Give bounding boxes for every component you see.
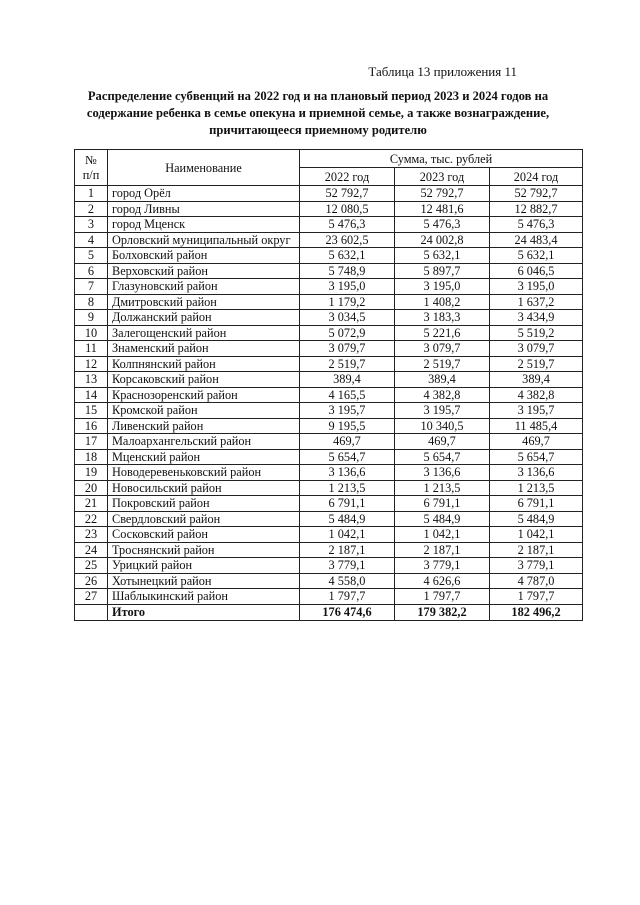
row-value-2023: 6 791,1: [395, 496, 490, 512]
row-name: Новосильский район: [108, 480, 300, 496]
table-row: [75, 201, 583, 217]
row-name: город Ливны: [108, 201, 300, 217]
table-row: [75, 294, 583, 310]
row-value-2023: 3 195,0: [395, 279, 490, 295]
row-number: 16: [75, 418, 108, 434]
table-row: [75, 496, 583, 512]
row-number: 13: [75, 372, 108, 388]
total-row: [75, 604, 583, 620]
row-value-2022: 5 484,9: [300, 511, 395, 527]
row-value-2023: 3 079,7: [395, 341, 490, 357]
header-number-line-2: п/п: [82, 167, 100, 182]
table-row: [75, 356, 583, 372]
row-name: Верховский район: [108, 263, 300, 279]
row-value-2022: 3 195,0: [300, 279, 395, 295]
row-number: 5: [75, 248, 108, 264]
row-value-2023: 3 779,1: [395, 558, 490, 574]
header-year-2022: 2022 год: [300, 168, 395, 186]
row-value-2024: 11 485,4: [490, 418, 583, 434]
table-row: [75, 527, 583, 543]
row-number: 27: [75, 589, 108, 605]
row-value-2023: 5 897,7: [395, 263, 490, 279]
row-name: Кромской район: [108, 403, 300, 419]
row-number: 9: [75, 310, 108, 326]
table-row: [75, 589, 583, 605]
row-value-2023: 5 476,3: [395, 217, 490, 233]
heading-line-1: Распределение субвенций на 2022 год и на плановый период 2023 и 2024 годов на: [87, 89, 549, 103]
table-row: [75, 372, 583, 388]
table-row: [75, 558, 583, 574]
table-row: [75, 418, 583, 434]
row-value-2022: 1 797,7: [300, 589, 395, 605]
row-value-2023: 10 340,5: [395, 418, 490, 434]
row-value-2024: 4 382,8: [490, 387, 583, 403]
row-value-2023: 2 519,7: [395, 356, 490, 372]
row-value-2022: 5 748,9: [300, 263, 395, 279]
table-row: [75, 573, 583, 589]
row-value-2022: 5 476,3: [300, 217, 395, 233]
table-row: [75, 511, 583, 527]
header-number: [75, 150, 108, 186]
row-number: 11: [75, 341, 108, 357]
row-value-2023: 5 484,9: [395, 511, 490, 527]
row-value-2024: 5 519,2: [490, 325, 583, 341]
row-value-2022: 6 791,1: [300, 496, 395, 512]
table-row: [75, 480, 583, 496]
row-value-2022: 1 042,1: [300, 527, 395, 543]
row-value-2024: 1 213,5: [490, 480, 583, 496]
row-value-2023: 3 195,7: [395, 403, 490, 419]
table-body: [75, 186, 583, 605]
row-value-2022: 5 654,7: [300, 449, 395, 465]
row-value-2022: 3 136,6: [300, 465, 395, 481]
heading-line-2: содержание ребенка в семье опекуна и приемной семье, а также вознаграждение,: [86, 106, 550, 120]
row-value-2022: 23 602,5: [300, 232, 395, 248]
row-value-2023: 12 481,6: [395, 201, 490, 217]
row-value-2022: 4 165,5: [300, 387, 395, 403]
row-name: Свердловский район: [108, 511, 300, 527]
row-name: Знаменский район: [108, 341, 300, 357]
row-number: 4: [75, 232, 108, 248]
row-value-2024: 6 046,5: [490, 263, 583, 279]
row-value-2023: 3 183,3: [395, 310, 490, 326]
row-value-2022: 1 179,2: [300, 294, 395, 310]
row-value-2024: 469,7: [490, 434, 583, 450]
row-value-2024: 1 797,7: [490, 589, 583, 605]
row-value-2024: 6 791,1: [490, 496, 583, 512]
row-number: 12: [75, 356, 108, 372]
header-name: Наименование: [108, 150, 300, 186]
row-number: 18: [75, 449, 108, 465]
row-number: 25: [75, 558, 108, 574]
table-row: [75, 403, 583, 419]
row-number: 21: [75, 496, 108, 512]
row-value-2024: 3 779,1: [490, 558, 583, 574]
row-name: Новодеревеньковский район: [108, 465, 300, 481]
row-value-2024: 3 136,6: [490, 465, 583, 481]
row-value-2023: 3 136,6: [395, 465, 490, 481]
row-number: 8: [75, 294, 108, 310]
row-number: 20: [75, 480, 108, 496]
row-value-2024: 5 476,3: [490, 217, 583, 233]
row-value-2022: 3 079,7: [300, 341, 395, 357]
row-value-2023: 469,7: [395, 434, 490, 450]
row-value-2022: 2 519,7: [300, 356, 395, 372]
row-number: 14: [75, 387, 108, 403]
row-name: город Мценск: [108, 217, 300, 233]
row-value-2023: 24 002,8: [395, 232, 490, 248]
row-number: 26: [75, 573, 108, 589]
table-row: [75, 465, 583, 481]
row-value-2024: 5 632,1: [490, 248, 583, 264]
row-value-2023: 5 632,1: [395, 248, 490, 264]
total-2024: 182 496,2: [490, 604, 583, 620]
subvention-table: [74, 149, 583, 621]
header-year-2024: 2024 год: [490, 168, 583, 186]
row-value-2023: 1 408,2: [395, 294, 490, 310]
row-value-2022: 4 558,0: [300, 573, 395, 589]
row-value-2023: 52 792,7: [395, 186, 490, 202]
header-year-2023: 2023 год: [395, 168, 490, 186]
row-value-2022: 52 792,7: [300, 186, 395, 202]
table-row: [75, 434, 583, 450]
row-number: 24: [75, 542, 108, 558]
row-number: 17: [75, 434, 108, 450]
row-value-2022: 9 195,5: [300, 418, 395, 434]
row-value-2024: 1 637,2: [490, 294, 583, 310]
row-value-2024: 5 654,7: [490, 449, 583, 465]
heading-line-3: причитающееся приемному родителю: [209, 123, 427, 137]
row-value-2023: 2 187,1: [395, 542, 490, 558]
row-number: 3: [75, 217, 108, 233]
row-name: Залегощенский район: [108, 325, 300, 341]
row-name: Болховский район: [108, 248, 300, 264]
row-name: Краснозоренский район: [108, 387, 300, 403]
total-2022: 176 474,6: [300, 604, 395, 620]
table-row: [75, 279, 583, 295]
row-number: 7: [75, 279, 108, 295]
row-value-2023: 1 213,5: [395, 480, 490, 496]
row-number: 15: [75, 403, 108, 419]
row-value-2024: 52 792,7: [490, 186, 583, 202]
row-value-2022: 3 779,1: [300, 558, 395, 574]
row-name: Сосковский район: [108, 527, 300, 543]
row-value-2022: 3 034,5: [300, 310, 395, 326]
row-value-2024: 24 483,4: [490, 232, 583, 248]
row-value-2024: 2 519,7: [490, 356, 583, 372]
total-label: Итого: [108, 604, 300, 620]
row-value-2022: 5 072,9: [300, 325, 395, 341]
row-value-2024: 5 484,9: [490, 511, 583, 527]
row-value-2024: 389,4: [490, 372, 583, 388]
row-value-2023: 5 221,6: [395, 325, 490, 341]
row-name: Покровский район: [108, 496, 300, 512]
row-value-2023: 4 626,6: [395, 573, 490, 589]
row-name: Глазуновский район: [108, 279, 300, 295]
row-name: Корсаковский район: [108, 372, 300, 388]
row-number: 10: [75, 325, 108, 341]
row-value-2024: 3 434,9: [490, 310, 583, 326]
row-value-2022: 3 195,7: [300, 403, 395, 419]
table-footer: [75, 604, 583, 620]
row-number: 6: [75, 263, 108, 279]
table-row: [75, 341, 583, 357]
table-caption: Таблица 13 приложения 11: [368, 64, 517, 79]
table-row: [75, 387, 583, 403]
row-name: Колпнянский район: [108, 356, 300, 372]
row-value-2024: 12 882,7: [490, 201, 583, 217]
row-value-2024: 1 042,1: [490, 527, 583, 543]
header-sum: Сумма, тыс. рублей: [300, 150, 583, 168]
table-header: [75, 150, 583, 186]
row-value-2023: 1 797,7: [395, 589, 490, 605]
row-value-2022: 12 080,5: [300, 201, 395, 217]
header-number-line-1: №: [85, 152, 97, 167]
total-2023: 179 382,2: [395, 604, 490, 620]
row-number: 22: [75, 511, 108, 527]
row-value-2024: 3 079,7: [490, 341, 583, 357]
table-row: [75, 186, 583, 202]
row-value-2022: 2 187,1: [300, 542, 395, 558]
row-number: 1: [75, 186, 108, 202]
row-value-2022: 389,4: [300, 372, 395, 388]
table-row: [75, 232, 583, 248]
row-value-2024: 3 195,7: [490, 403, 583, 419]
row-name: Хотынецкий район: [108, 573, 300, 589]
document-heading: [70, 88, 566, 139]
row-name: Дмитровский район: [108, 294, 300, 310]
row-number: 23: [75, 527, 108, 543]
table-row: [75, 449, 583, 465]
row-value-2023: 389,4: [395, 372, 490, 388]
row-name: город Орёл: [108, 186, 300, 202]
row-name: Мценский район: [108, 449, 300, 465]
row-name: Орловский муниципальный округ: [108, 232, 300, 248]
row-name: Урицкий район: [108, 558, 300, 574]
row-name: Ливенский район: [108, 418, 300, 434]
table-row: [75, 325, 583, 341]
table-row: [75, 310, 583, 326]
row-number: 19: [75, 465, 108, 481]
row-value-2022: 469,7: [300, 434, 395, 450]
row-value-2022: 5 632,1: [300, 248, 395, 264]
row-number: 2: [75, 201, 108, 217]
row-value-2023: 1 042,1: [395, 527, 490, 543]
table-row: [75, 263, 583, 279]
row-value-2023: 5 654,7: [395, 449, 490, 465]
row-name: Должанский район: [108, 310, 300, 326]
row-value-2022: 1 213,5: [300, 480, 395, 496]
table-row: [75, 217, 583, 233]
row-value-2024: 2 187,1: [490, 542, 583, 558]
row-value-2024: 3 195,0: [490, 279, 583, 295]
total-number-cell: [75, 604, 108, 620]
row-name: Малоархангельский район: [108, 434, 300, 450]
table-row: [75, 248, 583, 264]
row-value-2023: 4 382,8: [395, 387, 490, 403]
row-value-2024: 4 787,0: [490, 573, 583, 589]
table-row: [75, 542, 583, 558]
row-name: Шаблыкинский район: [108, 589, 300, 605]
row-name: Троснянский район: [108, 542, 300, 558]
